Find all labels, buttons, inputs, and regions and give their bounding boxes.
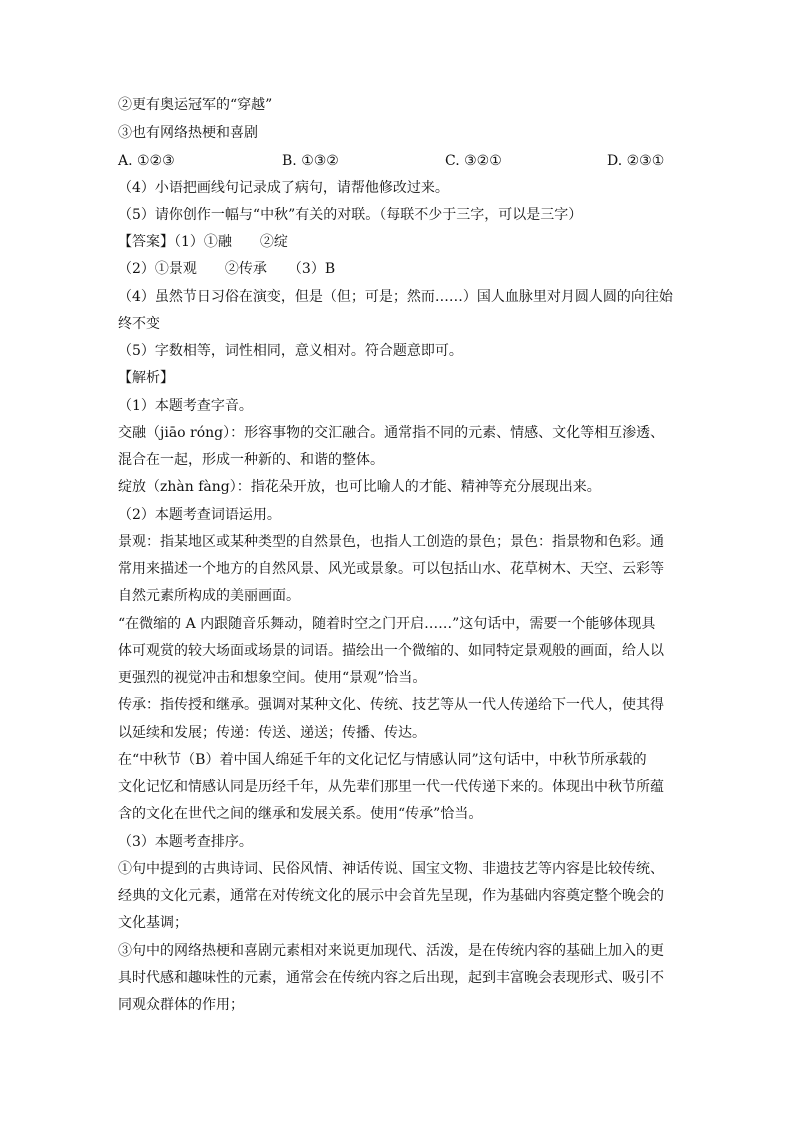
text-line: 混合在一起，形成一种新的、和谐的整体。 (118, 452, 384, 468)
option-d: D. ②③① (607, 153, 665, 169)
text-line: （4）虽然节日习俗在演变，但是（但；可是；然而……）国人血脉里对月圆人圆的向往始 (118, 289, 673, 305)
text-line: ③句中的网络热梗和喜剧元素相对来说更加现代、活泼，是在传统内容的基础上加入的更 (118, 943, 664, 959)
text-line: （2）①景观 ②传承 （3）B (118, 261, 336, 277)
answer-heading: 【答案】（1）①融 ②绽 (118, 234, 288, 250)
text-line: “在微缩的 A 内跟随音乐舞动，随着时空之门开启……”这句话中，需要一个能够体现具 (118, 616, 656, 632)
text-line: 文化记忆和情感认同是历经千年，从先辈们那里一代一代传递下来的。体现出中秋节所蕴 (118, 779, 664, 795)
text-line: 同观众群体的作用； (118, 997, 244, 1013)
text-line: 文化基调； (118, 915, 188, 931)
text-line: 交融（jiāo róng）：形容事物的交汇融合。通常指不同的元素、情感、文化等相互渗透、 (118, 425, 665, 441)
text-line: 经典的文化元素，通常在对传统文化的展示中会首先呈现，作为基础内容奠定整个晚会的 (118, 888, 664, 904)
text-line: 体可观赏的较大场面或场景的词语。描绘出一个微缩的、如同特定景观般的画面，给人以 (118, 643, 664, 659)
text-line: 更强烈的视觉冲击和想象空间。使用“景观”恰当。 (118, 670, 427, 686)
text-line: （1）本题考查字音。 (118, 398, 253, 414)
text-line: ①句中提到的古典诗词、民俗风情、神话传说、国宝文物、非遗技艺等内容是比较传统、 (118, 861, 664, 877)
text-line: ②更有奥运冠军的“穿越” (118, 97, 273, 113)
analysis-heading: 【解析】 (118, 370, 174, 386)
text-line: （4）小语把画线句记录成了病句，请帮他修改过来。 (118, 180, 449, 196)
text-line: ③也有网络热梗和喜剧 (118, 125, 258, 141)
text-line: 常用来描述一个地方的自然风景、风光或景象。可以包括山水、花草树木、天空、云彩等 (118, 561, 664, 577)
text-line: （5）字数相等，词性相同，意义相对。符合题意即可。 (118, 343, 463, 359)
text-line: 终不变 (118, 316, 160, 332)
text-line: 传承：指传授和继承。强调对某种文化、传统、技艺等从一代人传递给下一代人，使其得 (118, 697, 664, 713)
option-c: C. ③②① (445, 153, 502, 169)
option-a: A. ①②③ (118, 153, 175, 169)
text-line: 具时代感和趣味性的元素，通常会在传统内容之后出现，起到丰富晚会表现形式、吸引不 (118, 970, 664, 986)
text-line: 绽放（zhàn fàng）：指花朵开放，也可比喻人的才能、精神等充分展现出来。 (118, 479, 601, 495)
text-line: 以延续和发展；传递：传送、递送；传播、传达。 (118, 725, 426, 741)
text-line: （2）本题考查词语运用。 (118, 507, 281, 523)
text-line: 在“中秋节（B）着中国人绵延千年的文化记忆与情感认同”这句话中，中秋节所承载的 (118, 752, 647, 768)
text-line: 景观：指某地区或某种类型的自然景色，也指人工创造的景色；景色：指景物和色彩。通 (118, 534, 664, 550)
text-line: 自然元素所构成的美丽画面。 (118, 588, 300, 604)
text-line: 含的文化在世代之间的继承和发展关系。使用“传承”恰当。 (118, 806, 483, 822)
text-line: （5）请你创作一幅与“中秋”有关的对联。（每联不少于三字，可以是三字） (118, 207, 583, 223)
option-b: B. ①③② (282, 153, 339, 169)
text-line: （3）本题考查排序。 (118, 834, 253, 850)
